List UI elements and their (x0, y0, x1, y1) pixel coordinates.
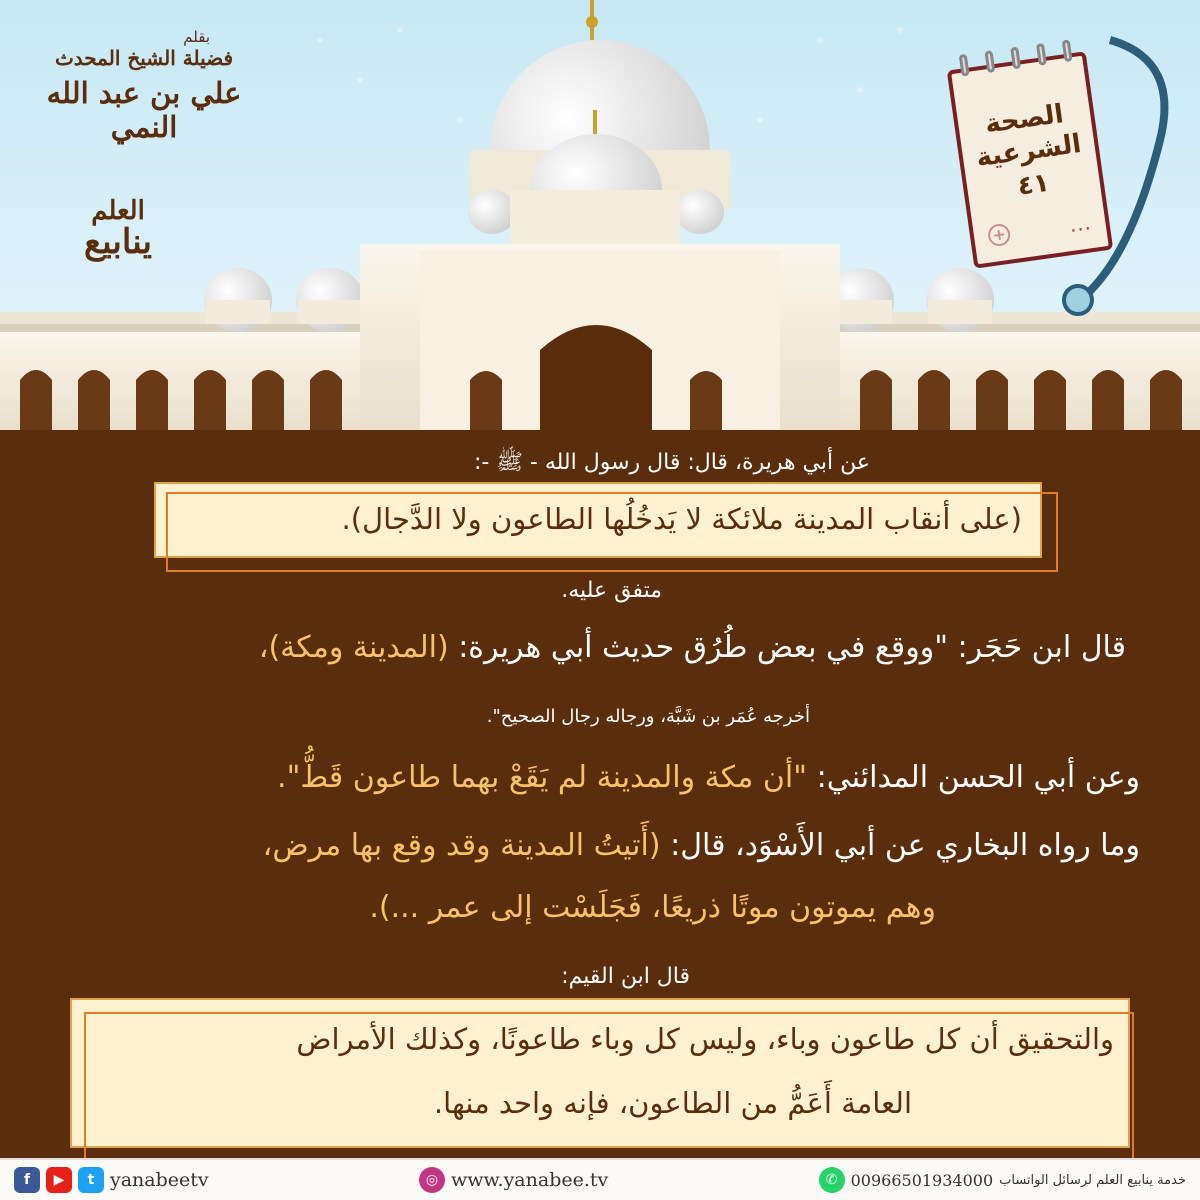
main-content (0, 430, 1200, 1150)
website-link[interactable]: www.yanabee.tv (451, 1169, 609, 1191)
medical-cross-icon: + (987, 223, 1012, 248)
badge-title-2: الشرعية (974, 128, 1084, 174)
hadith-source: متفق عليه. (561, 578, 662, 603)
hadith-text: (على أنقاب المدينة ملائكة لا يَدخُلُها الطاعون ولا الدَّجال). (341, 502, 1022, 536)
bukhari-quote-2: وهم يموتون موتًا ذريعًا، فَجَلَسْت إلى عمر ...). (369, 890, 936, 925)
whatsapp-icon[interactable]: ✆ (819, 1167, 845, 1193)
instagram-icon[interactable]: ◎ (419, 1167, 445, 1193)
author-name: علي بن عبد الله النمي (46, 76, 242, 144)
facebook-icon[interactable]: f (14, 1167, 40, 1193)
hadith-intro: عن أبي هريرة، قال: قال رسول الله - ﷺ -: (474, 450, 870, 475)
author-block (14, 28, 274, 144)
madaini-line (0, 760, 1200, 795)
bukhari-line (0, 828, 1200, 863)
logo-line-2: ينابيع (84, 222, 152, 262)
badge-dots: ... (1067, 210, 1093, 238)
footer-bar (0, 1158, 1200, 1200)
bukhari-prefix: وما رواه البخاري عن أبي الأَسْوَد، قال: (660, 828, 1140, 863)
whatsapp-service: خدمة ينابيع العلم لرسائل الواتساب (999, 1172, 1186, 1188)
series-badge (947, 51, 1113, 269)
ibn-hajar-quote: (المدينة ومكة)، (258, 630, 449, 665)
badge-number: ٤١ (1015, 167, 1052, 202)
header-illustration (0, 0, 1200, 430)
ibn-qayyim-label: قال ابن القيم: (561, 964, 690, 989)
ibn-hajar-prefix: قال ابن حَجَر: "ووقع في بعض طُرُق حديث أبي هريرة: (448, 630, 1126, 665)
social-handle[interactable]: yanabeetv (110, 1169, 209, 1191)
qayyim-line-2: العامة أَعَمُّ من الطاعون، فإنه واحد منها. (433, 1086, 912, 1120)
twitter-icon[interactable]: t (78, 1167, 104, 1193)
ibn-hajar-note: أخرجه عُمَر بن شَبَّة، ورجاله رجال الصحيح". (486, 706, 810, 727)
bukhari-quote-1: (أَتيتُ المدينة وقد وقع بها مرض، (262, 828, 661, 863)
logo-line-1: العلم (91, 196, 145, 226)
author-title: فضيلة الشيخ المحدث (54, 46, 234, 70)
youtube-icon[interactable]: ▶ (46, 1167, 72, 1193)
madaini-prefix: وعن أبي الحسن المدائني: (807, 760, 1140, 795)
qayyim-line-1: والتحقيق أن كل طاعون وباء، وليس كل وباء طاعونًا، وكذلك الأمراض (296, 1022, 1114, 1056)
social-icons (14, 1167, 104, 1193)
author-by: بقلم (183, 28, 210, 46)
yanabee-logo (58, 188, 178, 298)
madaini-quote: "أن مكة والمدينة لم يَقَعْ بهما طاعون قَطُّ". (277, 760, 808, 795)
whatsapp-number[interactable]: 00966501934000 (850, 1170, 994, 1190)
ibn-hajar-line (0, 630, 1200, 665)
badge-title-1: الصحة (983, 99, 1066, 140)
